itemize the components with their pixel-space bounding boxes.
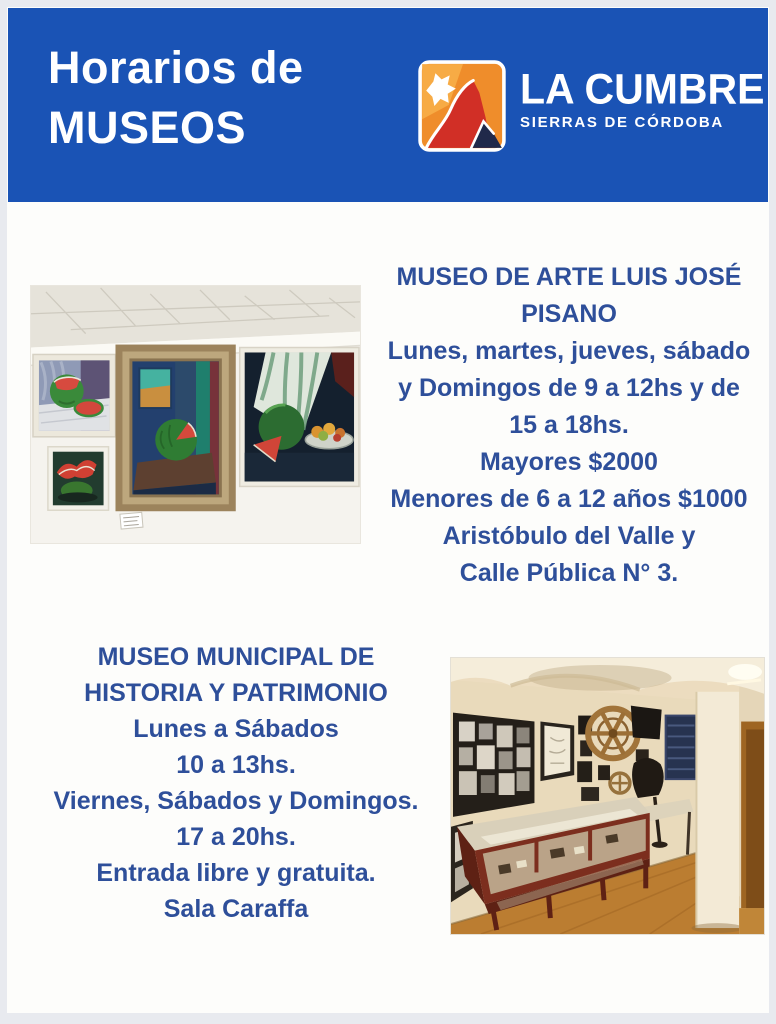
museum-name-line: MUSEO DE ARTE LUIS JOSÉ xyxy=(396,263,742,291)
museum-name-line: MUSEO MUNICIPAL DE xyxy=(97,643,375,671)
la-cumbre-logo xyxy=(418,60,764,152)
price-line: Mayores $2000 xyxy=(480,448,658,476)
venue-line: Sala Caraffa xyxy=(163,895,309,923)
brand-name: LA CUMBRE xyxy=(520,65,765,113)
price-line: Menores de 6 a 12 años $1000 xyxy=(390,485,748,513)
page-title-line1: Horarios de xyxy=(48,42,304,93)
brand-tagline: SIERRAS DE CÓRDOBA xyxy=(520,114,724,131)
schedule-line: Viernes, Sábados y Domingos. xyxy=(53,787,419,815)
museum-name-line: PISANO xyxy=(521,300,617,328)
schedule-line: Lunes a Sábados xyxy=(133,715,339,743)
admission-line: Entrada libre y gratuita. xyxy=(96,859,376,887)
mountain-sun-icon xyxy=(418,60,506,152)
art-gallery-photo xyxy=(30,285,361,544)
header-banner xyxy=(8,8,768,202)
brand-text xyxy=(520,60,764,131)
schedule-line: 17 a 20hs. xyxy=(176,823,296,851)
schedule-line: 15 a 18hs. xyxy=(509,411,629,439)
schedule-line: 10 a 13hs. xyxy=(176,751,296,779)
schedule-line: y Domingos de 9 a 12hs y de xyxy=(398,374,740,402)
flyer-canvas xyxy=(7,7,769,1013)
page-title xyxy=(48,38,304,158)
museo-historia-info xyxy=(29,639,443,927)
history-museum-photo xyxy=(450,657,765,935)
schedule-line: Lunes, martes, jueves, sábado xyxy=(387,337,751,365)
museum-name-line: HISTORIA Y PATRIMONIO xyxy=(84,679,388,707)
museo-arte-info xyxy=(363,259,775,592)
address-line: Calle Pública N° 3. xyxy=(459,559,679,587)
page-title-line2: MUSEOS xyxy=(48,102,247,153)
address-line: Aristóbulo del Valle y xyxy=(442,522,696,550)
